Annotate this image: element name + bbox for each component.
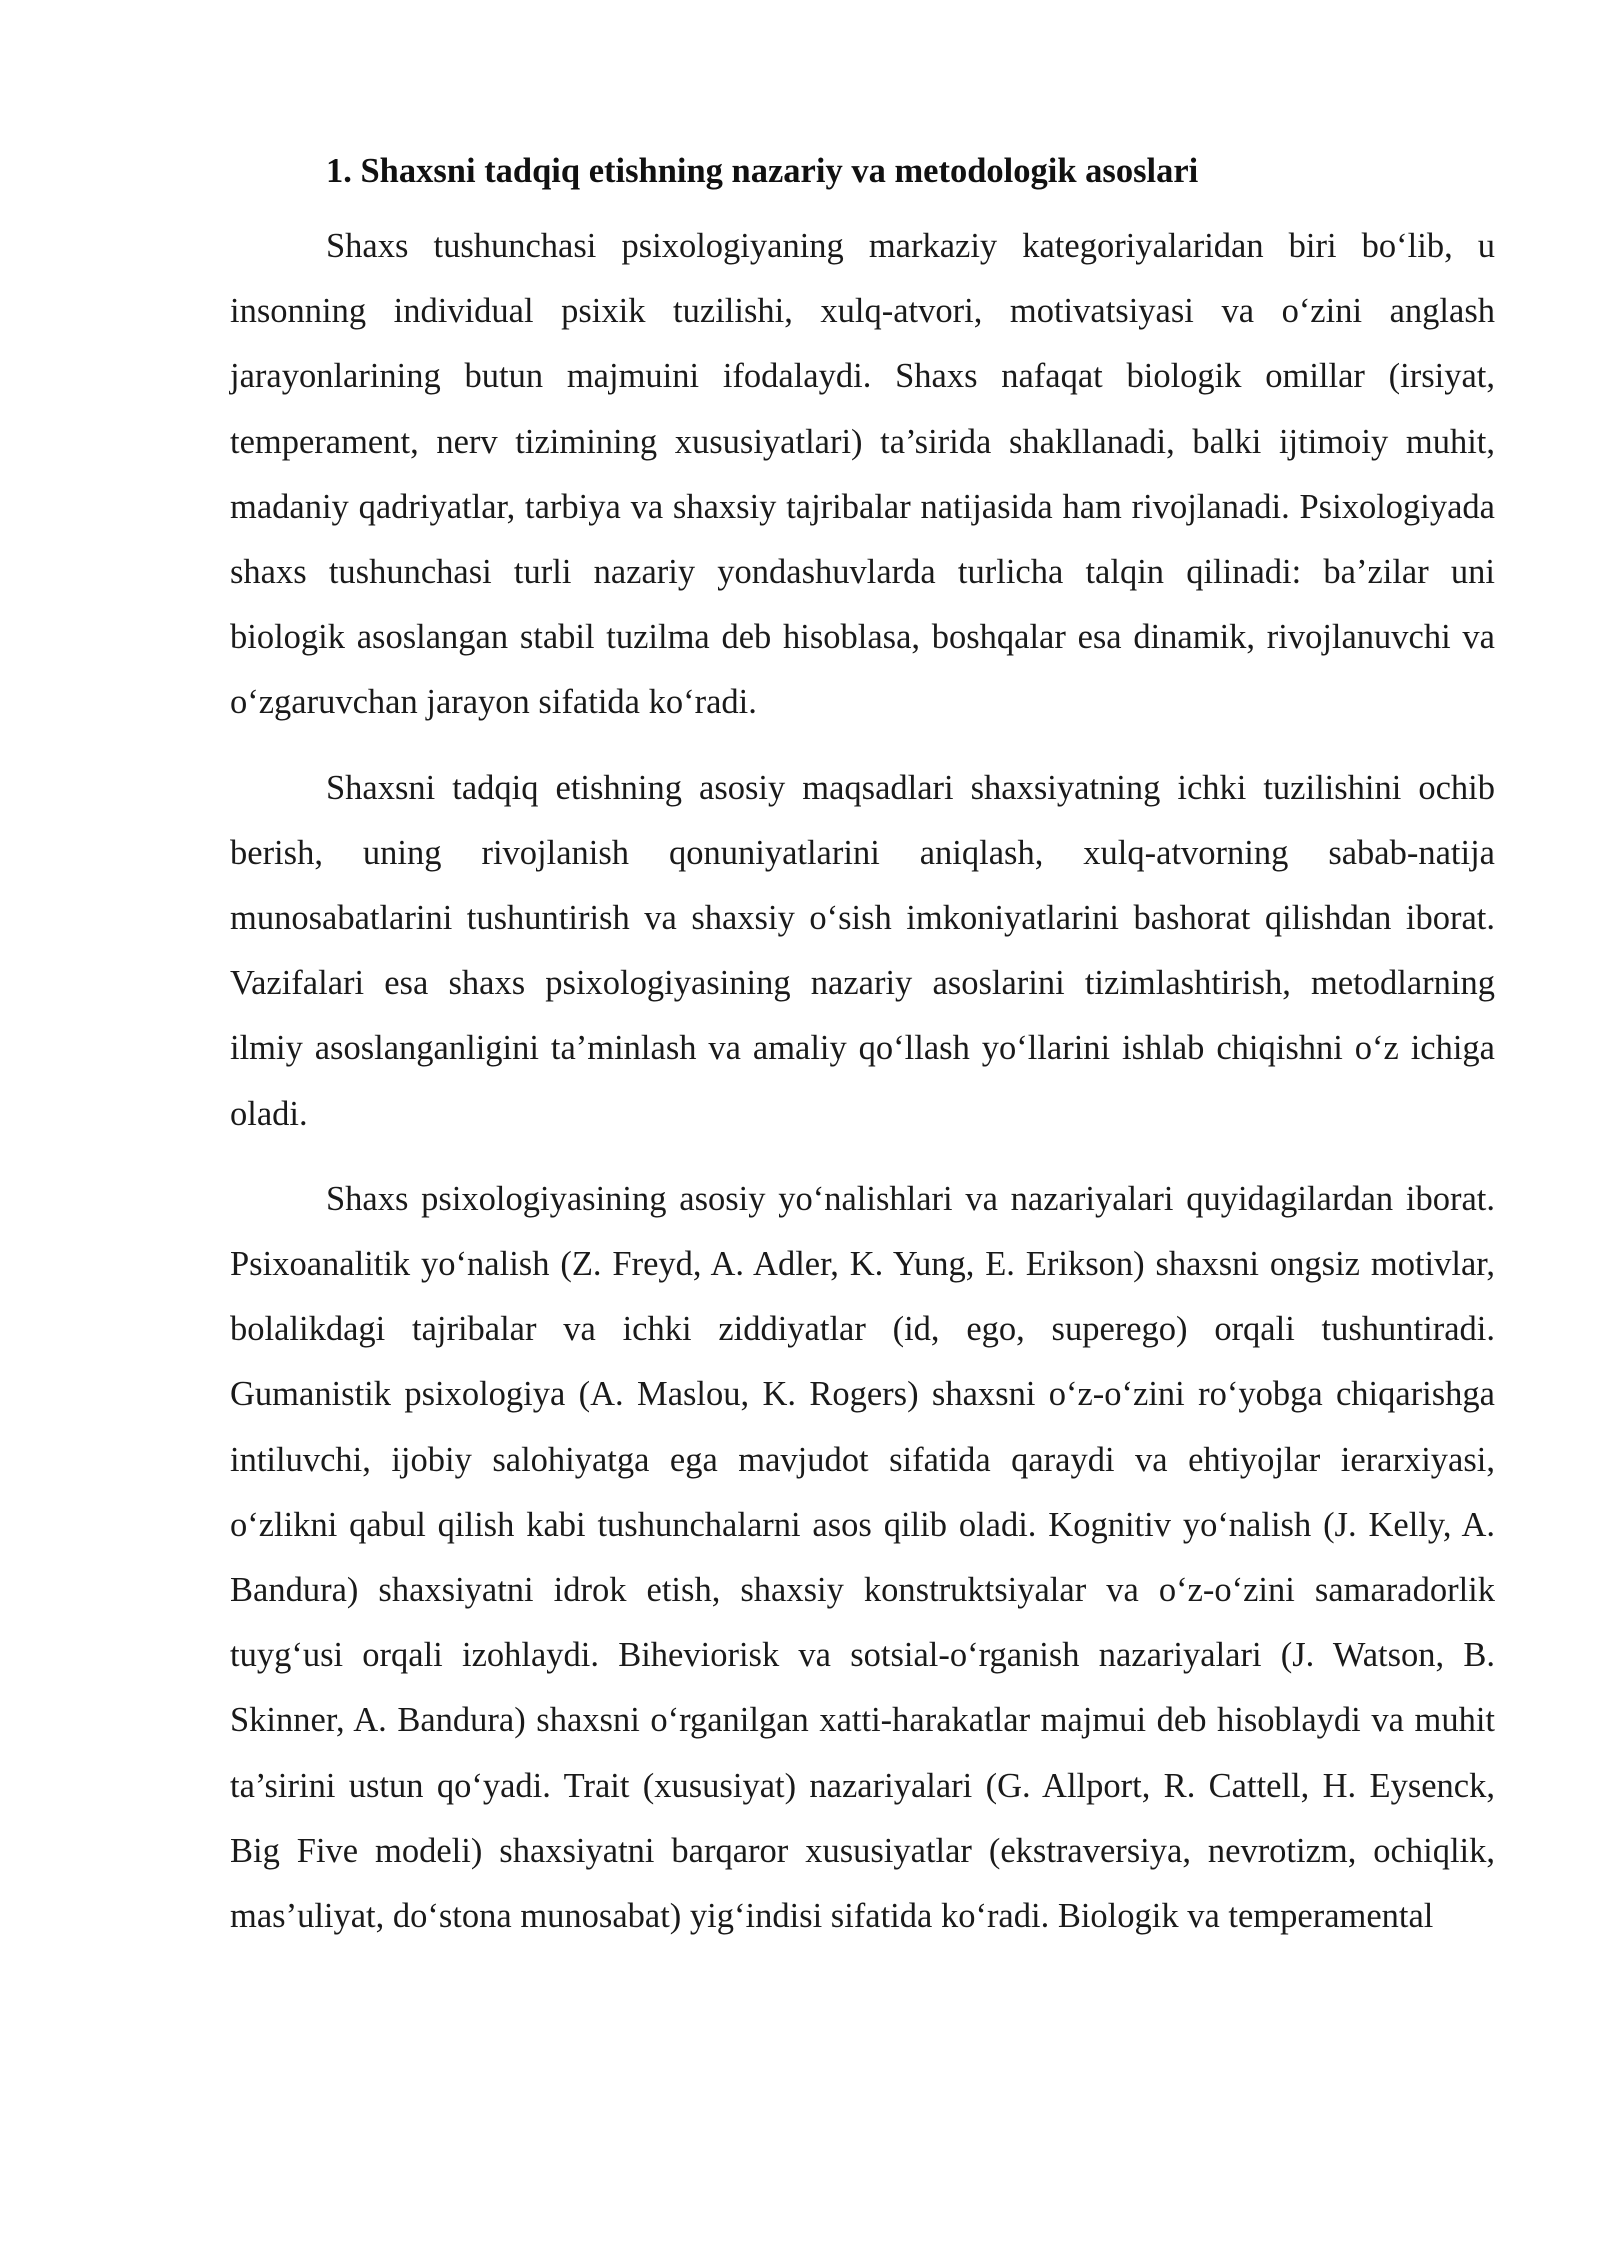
paragraph-3: Shaxs psixologiyasining asosiy yo‘nalishlari va nazariyalari quyidagilardan iborat. Psixoanalitik yo‘nalish (Z. Freyd, A. Adler, K. Yung, E. Erikson) shaxsni ongsiz motivlar, bolalikdagi tajribalar va ichki ziddiyatlar (id, ego, superego) orqali tushuntiradi. Gumanistik psixologiya (A. Maslou, K. Rogers) shaxsni o‘z-o‘zini ro‘yobga chiqarishga intiluvchi, ijobiy salohiyatga ega mavjudot sifatida qaraydi va ehtiyojlar ierarxiyasi, o‘zlikni qabul qilish kabi tushunchalarni asos qilib oladi. Kognitiv yo‘nalish (J. Kelly, A. Bandura) shaxsiyatni idrok etish, shaxsiy konstruktsiyalar va o‘z-o‘zini samaradorlik tuyg‘usi orqali izohlaydi. Biheviorisk va sotsial-o‘rganish nazariyalari (J. Watson, B. Skinner, A. Bandura) shaxsni o‘rganilgan xatti-harakatlar majmui deb hisoblaydi va muhit ta’sirini ustun qo‘yadi. Trait (xususiyat) nazariyalari (G. Allport, R. Cattell, H. Eysenck, Big Five modeli) shaxsiyatni barqaror xususiyatlar (ekstraversiya, nevrotizm, ochiqlik, mas’uliyat, do‘stona munosabat) yig‘indisi sifatida ko‘radi. Biologik va temperamental: [230, 1179, 1495, 1936]
paragraph-1: Shaxs tushunchasi psixologiyaning markaziy kategoriyalaridan biri bo‘lib, u insonning individual psixik tuzilishi, xulq-atvori, motivatsiyasi va o‘zini anglash jarayonlarining butun majmuini ifodalaydi. Shaxs nafaqat biologik omillar (irsiyat, temperament, nerv tizimining xususiyatlari) ta’sirida shakllanadi, balki ijtimoiy muhit, madaniy qadriyatlar, tarbiya va shaxsiy tajribalar natijasida ham rivojlanadi. Psixologiyada shaxs tushunchasi turli nazariy yondashuvlarda turlicha talqin qilinadi: ba’zilar uni biologik asoslangan stabil tuzilma deb hisoblasa, boshqalar esa dinamik, rivojlanuvchi va o‘zgaruvchan jarayon sifatida ko‘radi.: [230, 227, 1495, 722]
document-body: [230, 148, 1495, 1969]
section-heading: 1. Shaxsni tadqiq etishning nazariy va metodologik asoslari: [326, 152, 1199, 190]
paragraph-2: Shaxsni tadqiq etishning asosiy maqsadlari shaxsiyatning ichki tuzilishini ochib berish, uning rivojlanish qonuniyatlarini aniqlash, xulq-atvorning sabab-natija munosabatlarini tushuntirish va shaxsiy o‘sish imkoniyatlarini bashorat qilishdan iborat. Vazifalari esa shaxs psixologiyasining nazariy asoslarini tizimlashtirish, metodlarning ilmiy asoslanganligini ta’minlash va amaliy qo‘llash yo‘llarini ishlab chiqishni o‘z ichiga oladi.: [230, 768, 1495, 1133]
